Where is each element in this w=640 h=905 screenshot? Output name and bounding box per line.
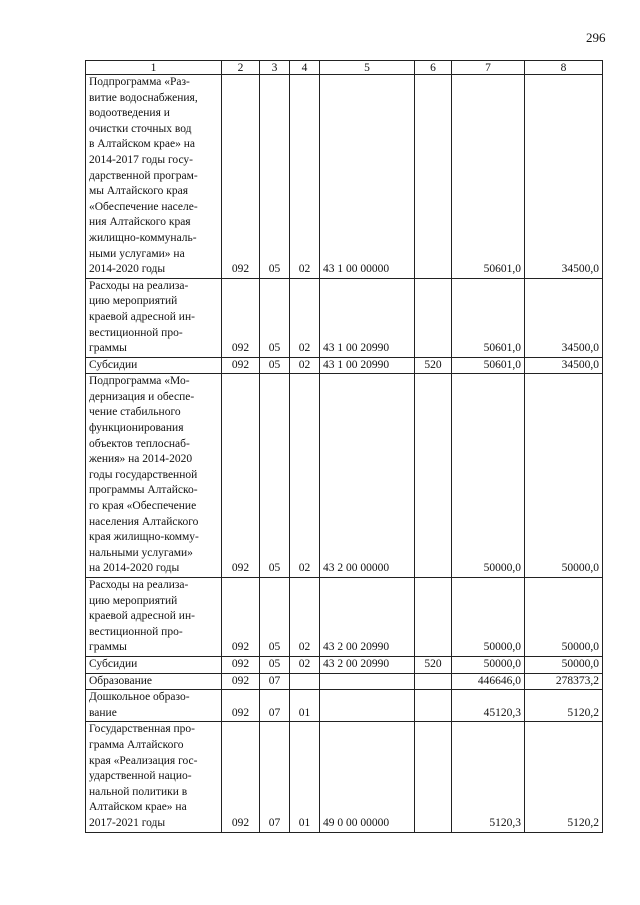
- expense-type-cell: [415, 278, 452, 357]
- amount-2020-cell: 50601,0: [452, 278, 525, 357]
- section-code-cell: 05: [260, 278, 290, 357]
- target-item-cell: 43 2 00 20990: [320, 578, 415, 657]
- row-name-cell: Расходы на реализа- цию мероприятий краевой адресной ин- вестиционной про- граммы: [86, 278, 222, 357]
- subsection-code-cell: 02: [290, 357, 320, 374]
- amount-2020-cell: 50000,0: [452, 656, 525, 673]
- column-header: 6: [415, 61, 452, 75]
- table-row: [86, 75, 603, 279]
- table-row: [86, 278, 603, 357]
- row-name-cell: Государственная про- грамма Алтайского края «Реализация гос- ударственной нацио- нальной политики в Алтайском крае» на 2017-2021 годы: [86, 722, 222, 832]
- section-code-cell: 05: [260, 357, 290, 374]
- amount-2020-cell: 45120,3: [452, 690, 525, 722]
- amount-2021-cell: 5120,2: [525, 690, 603, 722]
- subsection-code-cell: 02: [290, 278, 320, 357]
- expense-type-cell: 520: [415, 357, 452, 374]
- amount-2020-cell: 50000,0: [452, 578, 525, 657]
- amount-2021-cell: 50000,0: [525, 656, 603, 673]
- ministry-code-cell: 092: [222, 278, 260, 357]
- table-header-row: [86, 61, 603, 75]
- expense-type-cell: [415, 722, 452, 832]
- target-item-cell: [320, 690, 415, 722]
- table-row: [86, 578, 603, 657]
- section-code-cell: 05: [260, 578, 290, 657]
- ministry-code-cell: 092: [222, 722, 260, 832]
- row-name-cell: Субсидии: [86, 656, 222, 673]
- amount-2021-cell: 34500,0: [525, 75, 603, 279]
- table-row: [86, 656, 603, 673]
- column-header: 4: [290, 61, 320, 75]
- ministry-code-cell: 092: [222, 374, 260, 578]
- column-header: 1: [86, 61, 222, 75]
- row-name-cell: Расходы на реализа- цию мероприятий краевой адресной ин- вестиционной про- граммы: [86, 578, 222, 657]
- ministry-code-cell: 092: [222, 75, 260, 279]
- page-number: 296: [586, 30, 606, 45]
- target-item-cell: 43 1 00 20990: [320, 278, 415, 357]
- target-item-cell: 43 1 00 00000: [320, 75, 415, 279]
- table-row: [86, 690, 603, 722]
- row-name-cell: Дошкольное образо- вание: [86, 690, 222, 722]
- ministry-code-cell: 092: [222, 578, 260, 657]
- table-row: [86, 374, 603, 578]
- subsection-code-cell: 02: [290, 578, 320, 657]
- target-item-cell: 43 2 00 20990: [320, 656, 415, 673]
- subsection-code-cell: 02: [290, 656, 320, 673]
- amount-2021-cell: 5120,2: [525, 722, 603, 832]
- expense-type-cell: [415, 673, 452, 690]
- section-code-cell: 07: [260, 722, 290, 832]
- table-row: [86, 673, 603, 690]
- ministry-code-cell: 092: [222, 690, 260, 722]
- column-header: 2: [222, 61, 260, 75]
- subsection-code-cell: 01: [290, 690, 320, 722]
- subsection-code-cell: [290, 673, 320, 690]
- subsection-code-cell: 01: [290, 722, 320, 832]
- expense-type-cell: 520: [415, 656, 452, 673]
- budget-table: [85, 60, 603, 833]
- row-name-cell: Подпрограмма «Мо- дернизация и обеспе- чение стабильного функционирования объектов теплоснаб- жения» на 2014-2020 годы государственной программы Алтайско- го края «Обеспечение населения Алтайского края жилищно-комму- нальными услугами» на 2014-2020 годы: [86, 374, 222, 578]
- column-header: 3: [260, 61, 290, 75]
- target-item-cell: 49 0 00 00000: [320, 722, 415, 832]
- expense-type-cell: [415, 578, 452, 657]
- section-code-cell: 05: [260, 374, 290, 578]
- expense-type-cell: [415, 690, 452, 722]
- target-item-cell: 43 1 00 20990: [320, 357, 415, 374]
- ministry-code-cell: 092: [222, 656, 260, 673]
- expense-type-cell: [415, 374, 452, 578]
- amount-2021-cell: 50000,0: [525, 578, 603, 657]
- section-code-cell: 07: [260, 673, 290, 690]
- target-item-cell: 43 2 00 00000: [320, 374, 415, 578]
- table-row: [86, 722, 603, 832]
- column-header: 8: [525, 61, 603, 75]
- amount-2020-cell: 446646,0: [452, 673, 525, 690]
- column-header: 7: [452, 61, 525, 75]
- row-name-cell: Подпрограмма «Раз- витие водоснабжения, водоотведения и очистки сточных вод в Алтайском крае» на 2014-2017 годы госу- дарственной програм- мы Алтайского края «Обеспечение населе- ния Алтайского края жилищно-коммуналь- ными услугами» на 2014-2020 годы: [86, 75, 222, 279]
- section-code-cell: 07: [260, 690, 290, 722]
- row-name-cell: Субсидии: [86, 357, 222, 374]
- amount-2020-cell: 50000,0: [452, 374, 525, 578]
- column-header: 5: [320, 61, 415, 75]
- amount-2021-cell: 34500,0: [525, 357, 603, 374]
- amount-2021-cell: 50000,0: [525, 374, 603, 578]
- table-row: [86, 357, 603, 374]
- expense-type-cell: [415, 75, 452, 279]
- subsection-code-cell: 02: [290, 374, 320, 578]
- section-code-cell: 05: [260, 656, 290, 673]
- amount-2021-cell: 278373,2: [525, 673, 603, 690]
- amount-2021-cell: 34500,0: [525, 278, 603, 357]
- amount-2020-cell: 50601,0: [452, 75, 525, 279]
- amount-2020-cell: 5120,3: [452, 722, 525, 832]
- amount-2020-cell: 50601,0: [452, 357, 525, 374]
- row-name-cell: Образование: [86, 673, 222, 690]
- target-item-cell: [320, 673, 415, 690]
- section-code-cell: 05: [260, 75, 290, 279]
- ministry-code-cell: 092: [222, 357, 260, 374]
- subsection-code-cell: 02: [290, 75, 320, 279]
- ministry-code-cell: 092: [222, 673, 260, 690]
